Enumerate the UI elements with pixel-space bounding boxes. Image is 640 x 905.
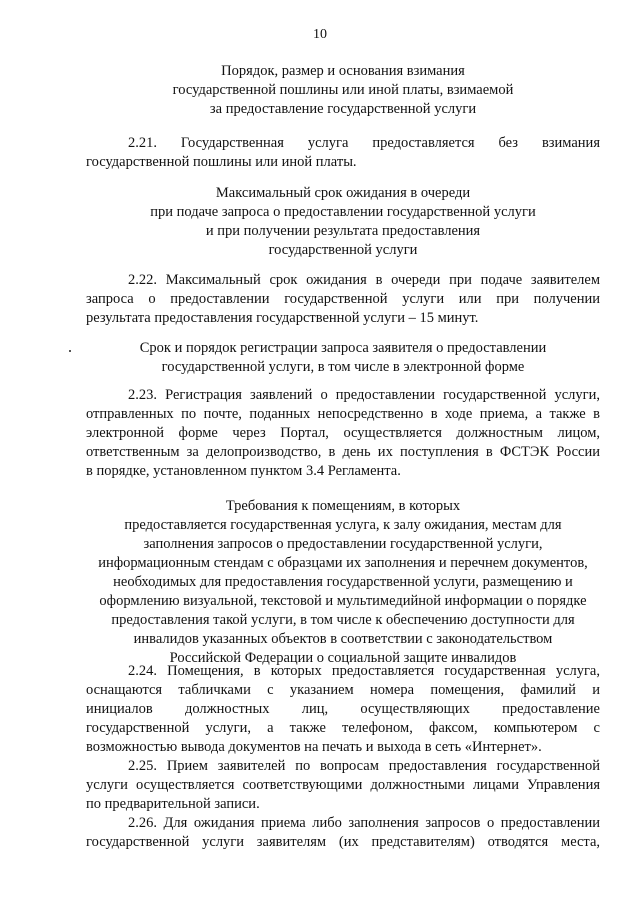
heading-line: за предоставление государственной услуги (209, 101, 477, 117)
paragraph-line: электронной форме через Портал, осуществляется должностным лицом, (86, 425, 600, 441)
heading-line: и при получении результата предоставления (205, 223, 481, 239)
paragraph-line: ответственным за делопроизводство, в день их поступления в ФСТЭК России (86, 444, 600, 460)
paragraph-line: 2.24. Помещения, в которых предоставляется государственная услуга, (128, 663, 600, 679)
paragraph-line: 2.25. Прием заявителей по вопросам предоставления государственной (128, 758, 600, 774)
heading-line: инвалидов указанных объектов в соответствии с законодательством (133, 631, 553, 647)
paragraph-2-22 (86, 271, 600, 328)
page-number: 10 (313, 27, 327, 42)
heading-line: Срок и порядок регистрации запроса заявителя о предоставлении (139, 340, 547, 356)
paragraph-line: в порядке, установленном пунктом 3.4 Регламента. (86, 463, 401, 479)
paragraph-2-26 (86, 814, 600, 852)
paragraph-line: 2.26. Для ожидания приема либо заполнения запросов о предоставлении (128, 815, 600, 831)
heading-queue-time (86, 184, 600, 260)
paragraph-line: государственной услуги, а также телефоном, факсом, компьютером с (86, 720, 600, 736)
heading-fee (86, 62, 600, 119)
paragraph-line: оснащаются табличками с указанием номера помещения, фамилий и (86, 682, 600, 698)
heading-line: информационным стендам с образцами их заполнения и перечнем документов, (98, 555, 588, 571)
heading-registration (86, 339, 600, 377)
paragraph-line: по предварительной записи. (86, 796, 260, 812)
paragraph-2-25 (86, 757, 600, 814)
heading-line: Российской Федерации о социальной защите инвалидов (169, 650, 517, 666)
paragraph-line: возможностью вывода документов на печать и выхода в сеть «Интернет». (86, 739, 542, 755)
paragraph-line: услуги осуществляется соответствующими должностными лицами Управления (86, 777, 600, 793)
paragraph-line: 2.21. Государственная услуга предоставляется без взимания (128, 135, 600, 151)
heading-line: необходимых для предоставления государственной услуги, размещению и (113, 574, 573, 590)
heading-line: при подаче запроса о предоставлении государственной услуги (150, 204, 536, 220)
heading-line: Максимальный срок ожидания в очереди (215, 185, 471, 201)
heading-line: Требования к помещениям, в которых (225, 498, 461, 514)
paragraph-2-23 (86, 386, 600, 481)
paragraph-line: 2.23. Регистрация заявлений о предоставлении государственной услуги, (128, 387, 600, 403)
heading-line: оформлению визуальной, текстовой и мультимедийной информации о порядке (99, 593, 587, 609)
scan-speck (69, 350, 71, 352)
heading-premises (86, 497, 600, 668)
paragraph-line: запроса о предоставлении государственной услуги или при получении (86, 291, 600, 307)
paragraph-2-24 (86, 662, 600, 757)
heading-line: предоставления такой услуги, в том числе к обеспечению доступности для (111, 612, 575, 628)
paragraph-line: результата предоставления государственной услуги – 15 минут. (86, 310, 479, 326)
paragraph-line: государственной пошлины или иной платы. (86, 154, 357, 170)
heading-line: государственной пошлины или иной платы, взимаемой (172, 82, 514, 98)
heading-line: предоставляется государственная услуга, к залу ожидания, местам для (124, 517, 562, 533)
paragraph-line: инициалов должностных лиц, осуществляющих предоставление (86, 701, 600, 717)
paragraph-2-21 (86, 134, 600, 172)
paragraph-line: 2.22. Максимальный срок ожидания в очереди при подаче заявителем (128, 272, 600, 288)
heading-line: заполнения запросов о предоставлении государственной услуги, (143, 536, 543, 552)
heading-line: государственной услуги (268, 242, 418, 258)
paragraph-line: государственной услуги заявителям (их представителям) отводятся места, (86, 834, 600, 850)
heading-line: Порядок, размер и основания взимания (221, 63, 465, 79)
heading-line: государственной услуги, в том числе в электронной форме (161, 359, 525, 375)
paragraph-line: отправленных по почте, поданных непосредственно в ходе приема, а также в (86, 406, 600, 422)
